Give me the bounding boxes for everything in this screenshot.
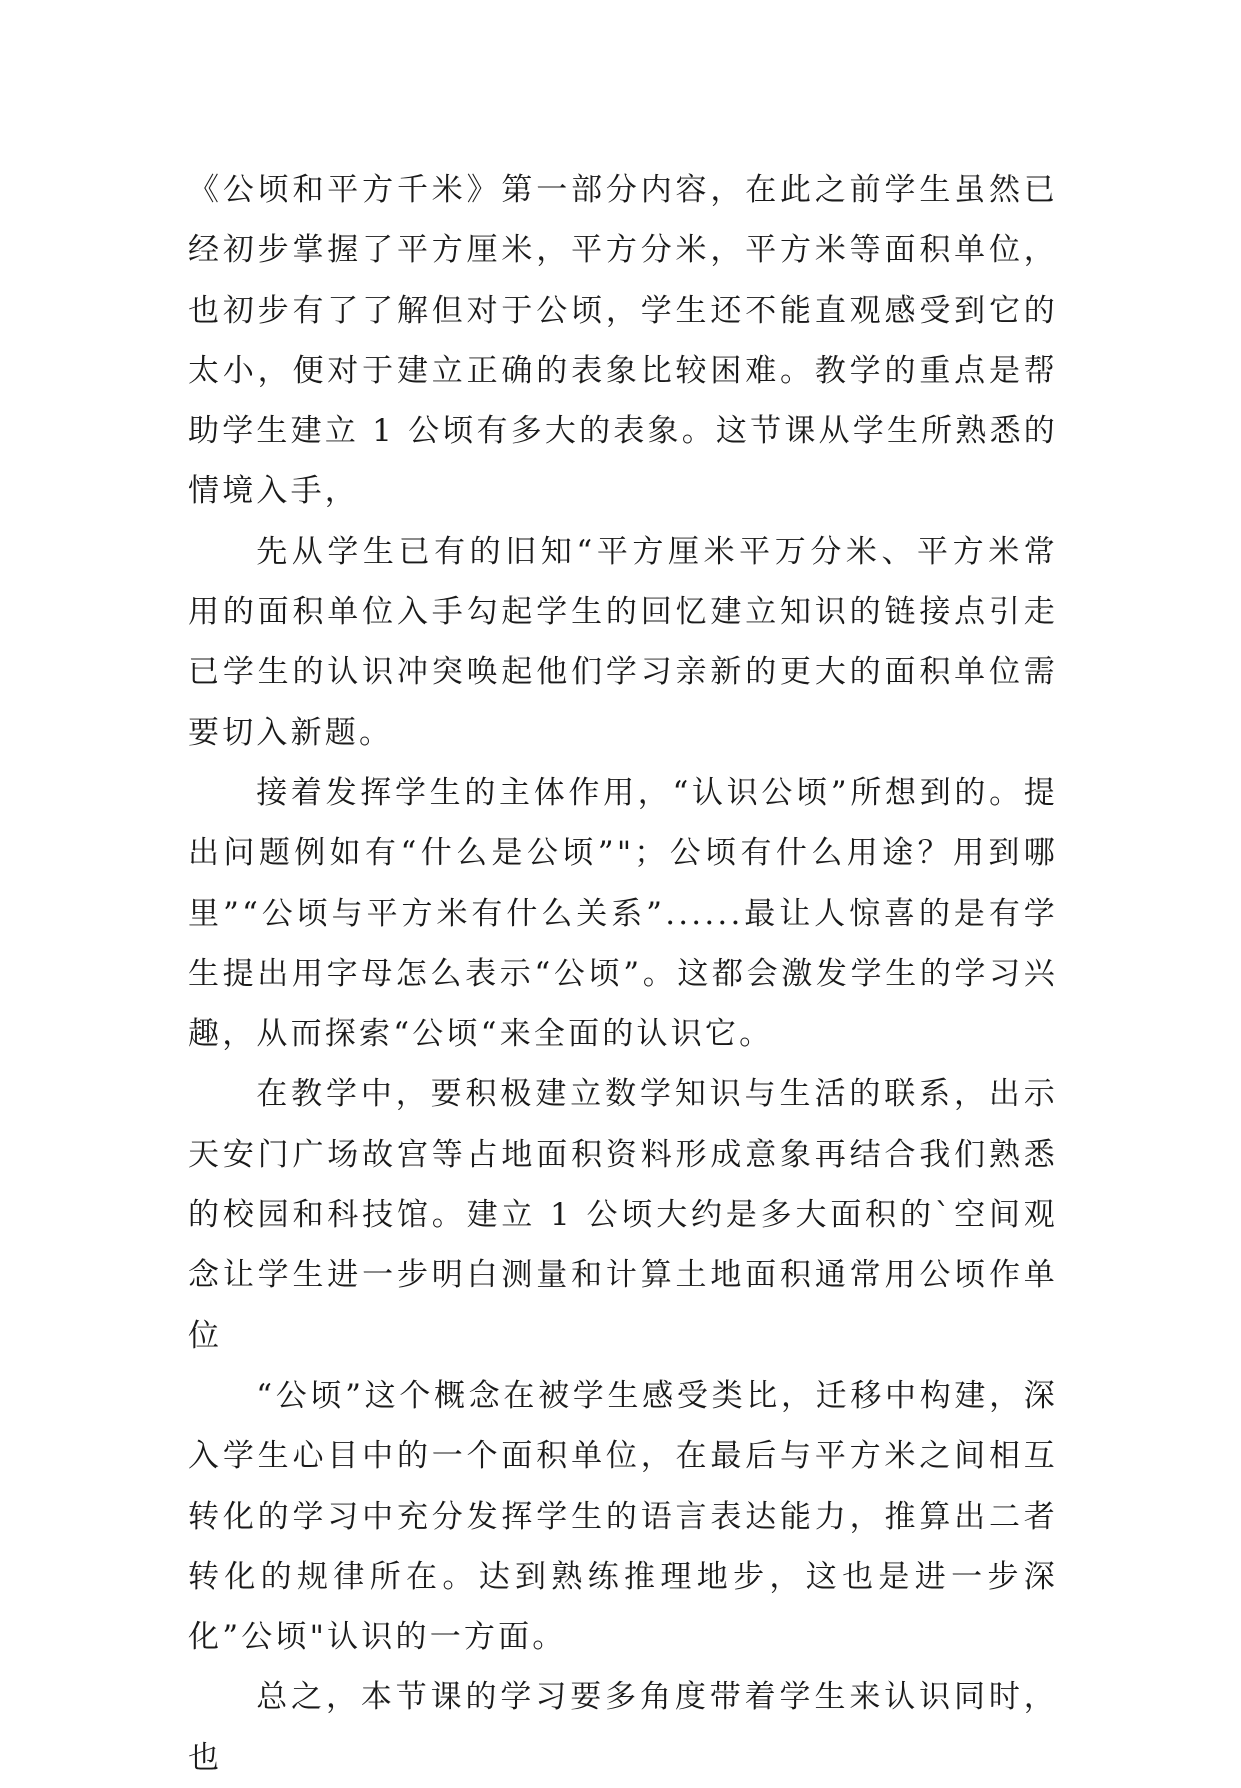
paragraph-5: “公顷”这个概念在被学生感受类比，迁移中构建，深入学生心目中的一个面积单位，在最后与平方米之间相互转化的学习中充分发挥学生的语言表达能力，推算出二者转化的规律所在。达到熟练推理地步，这也是进一步深化”公顷"认识的一方面。 [188, 1377, 1058, 1656]
body-text [188, 160, 1058, 1788]
paragraph-3: 接着发挥学生的主体作用，“认识公顷”所想到的。提出问题例如有“什么是公顷”"；公顷有什么用途？用到哪里”“公顷与平方米有什么关系”......最让人惊喜的是有学生提出用字母怎么表示“公顷”。这都会激发学生的学习兴趣，从而探索“公顷“来全面的认识它。 [188, 774, 1058, 1053]
paragraph-1: 《公顷和平方千米》第一部分内容，在此之前学生虽然已经初步掌握了平方厘米，平方分米，平方米等面积单位，也初步有了了解但对于公顷，学生还不能直观感受到它的太小，便对于建立正确的表象比较困难。教学的重点是帮助学生建立 1 公顷有多大的表象。这节课从学生所熟悉的情境入手， [188, 172, 1058, 510]
paragraph-2: 先从学生已有的旧知“平方厘米平万分米、平方米常用的面积单位入手勾起学生的回忆建立知识的链接点引走已学生的认识冲突唤起他们学习亲新的更大的面积单位需要切入新题。 [188, 533, 1058, 751]
paragraph-4: 在教学中，要积极建立数学知识与生活的联系，出示天安门广场故宫等占地面积资料形成意象再结合我们熟悉的校园和科技馆。建立 1 公顷大约是多大面积的`空间观念让学生进一步明白测量和计算土地面积通常用公顷作单位 [188, 1076, 1058, 1354]
paragraph-6: 总之，本节课的学习要多角度带着学生来认识同时，也 [188, 1679, 1058, 1776]
